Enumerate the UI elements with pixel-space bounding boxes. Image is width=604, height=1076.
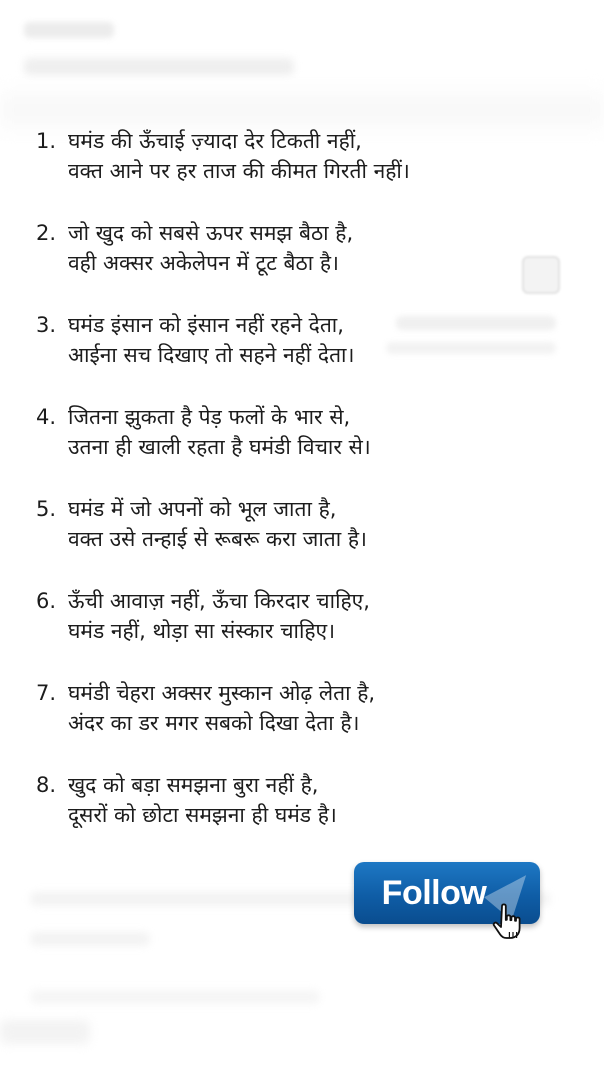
verse-text bbox=[68, 310, 576, 370]
blurred-background-text bbox=[24, 22, 114, 38]
verse-line: दूसरों को छोटा समझना ही घमंड है। bbox=[68, 803, 337, 827]
verse-line: उतना ही खाली रहता है घमंडी विचार से। bbox=[68, 435, 371, 459]
verse-text bbox=[68, 494, 576, 554]
verse-6 bbox=[36, 586, 576, 646]
verse-text bbox=[68, 126, 576, 186]
verse-line: खुद को बड़ा समझना बुरा नहीं है, bbox=[68, 773, 319, 797]
verse-line: ऊँची आवाज़ नहीं, ऊँचा किरदार चाहिए, bbox=[68, 589, 370, 613]
blurred-background-text bbox=[0, 1020, 90, 1044]
verse-text bbox=[68, 218, 576, 278]
poem-list bbox=[36, 126, 576, 830]
verse-text bbox=[68, 402, 576, 462]
verse-text bbox=[68, 770, 576, 830]
verse-line: वक्त आने पर हर ताज की कीमत गिरती नहीं। bbox=[68, 159, 410, 183]
verse-line: घमंड में जो अपनों को भूल जाता है, bbox=[68, 497, 337, 521]
verse-8 bbox=[36, 770, 576, 830]
verse-number: 4. bbox=[36, 405, 57, 429]
verse-number: 7. bbox=[36, 681, 57, 705]
verse-7 bbox=[36, 678, 576, 738]
blurred-background-text bbox=[30, 990, 320, 1004]
verse-line: जितना झुकता है पेड़ फलों के भार से, bbox=[68, 405, 351, 429]
verse-line: घमंड की ऊँचाई ज़्यादा देर टिकती नहीं, bbox=[68, 129, 362, 153]
verse-number: 1. bbox=[36, 129, 57, 153]
verse-number: 6. bbox=[36, 589, 57, 613]
verse-line: घमंड नहीं, थोड़ा सा संस्कार चाहिए। bbox=[68, 619, 336, 643]
verse-number: 2. bbox=[36, 221, 57, 245]
verse-line: घमंडी चेहरा अक्सर मुस्कान ओढ़ लेता है, bbox=[68, 681, 376, 705]
verse-line: वक्त उसे तन्हाई से रूबरू करा जाता है। bbox=[68, 527, 367, 551]
verse-number: 3. bbox=[36, 313, 57, 337]
verse-number: 5. bbox=[36, 497, 57, 521]
verse-line: वही अक्सर अकेलेपन में टूट बैठा है। bbox=[68, 251, 339, 275]
verse-line: आईना सच दिखाए तो सहने नहीं देता। bbox=[68, 343, 355, 367]
verse-text bbox=[68, 678, 576, 738]
verse-line: जो खुद को सबसे ऊपर समझ बैठा है, bbox=[68, 221, 354, 245]
follow-button-label: Follow bbox=[381, 873, 487, 912]
verse-3 bbox=[36, 310, 576, 370]
blurred-background-text bbox=[30, 932, 150, 946]
verse-5 bbox=[36, 494, 576, 554]
verse-text bbox=[68, 586, 576, 646]
verse-line: अंदर का डर मगर सबको दिखा देता है। bbox=[68, 711, 360, 735]
verse-4 bbox=[36, 402, 576, 462]
hand-pointer-icon bbox=[490, 902, 530, 946]
verse-1 bbox=[36, 126, 576, 186]
blurred-background-text bbox=[24, 58, 294, 76]
verse-number: 8. bbox=[36, 773, 57, 797]
verse-line: घमंड इंसान को इंसान नहीं रहने देता, bbox=[68, 313, 344, 337]
verse-2 bbox=[36, 218, 576, 278]
